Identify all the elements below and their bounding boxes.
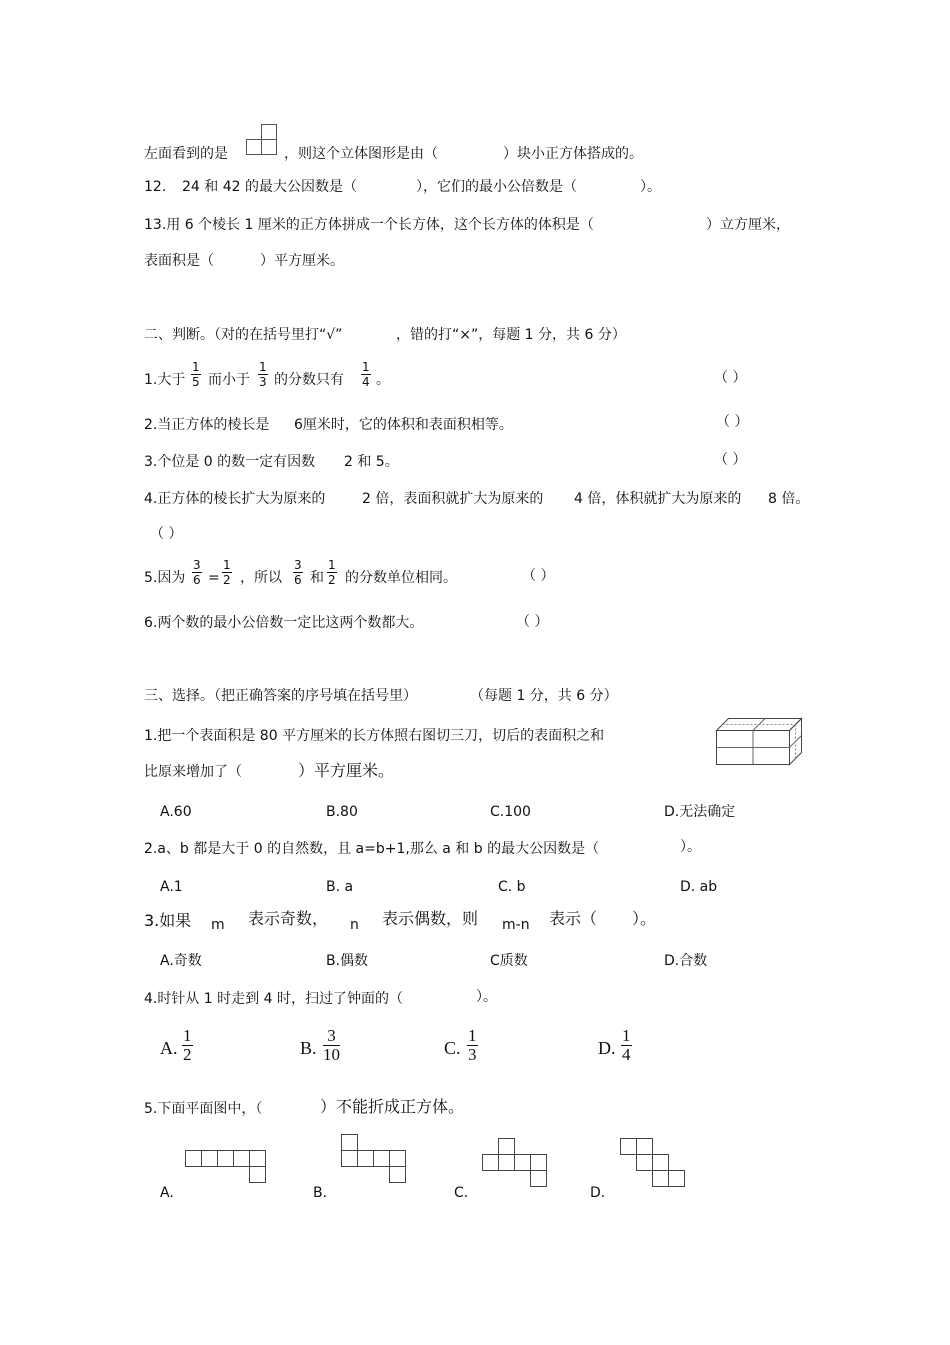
q12-text-3: ）。: [640, 179, 661, 195]
s2q3-answer-paren[interactable]: （ ）: [714, 452, 747, 468]
s3q3-var-mn: m-n: [502, 917, 530, 933]
section3-title-a: 三、选择。（把正确答案的序号填在括号里）: [144, 688, 417, 704]
s3q2-option-b[interactable]: B. a: [326, 879, 354, 895]
s2q1-answer-paren[interactable]: （ ）: [714, 370, 747, 386]
q12-text-2: ），它们的最小公倍数是（: [416, 179, 577, 195]
s3q5-option-c[interactable]: C.: [454, 1185, 469, 1201]
section2-title-a: 二、判断。（对的在括号里打“√”: [144, 327, 343, 343]
s3q5-option-d[interactable]: D.: [590, 1185, 606, 1201]
s2q5-text-c: 和: [310, 570, 324, 586]
s3q3-text-a: 3.如果: [144, 911, 192, 930]
s3q4-text-end: ）。: [476, 989, 497, 1005]
s3q3-text-d: 表示（: [549, 909, 598, 928]
s2q1-fraction-1: $\frac{1}{5}$: [192, 360, 200, 389]
s2q4-text-d: 8 倍。: [768, 491, 810, 507]
s3q1-line1: 1.把一个表面积是 80 平方厘米的长方体照右图切三刀，切后的表面积之和: [144, 728, 605, 744]
s2q5-fraction-2: $\frac{1}{2}$: [223, 558, 231, 587]
s2q5-fraction-4: $\frac{1}{2}$: [328, 558, 336, 587]
s3q1-option-d[interactable]: D.无法确定: [664, 804, 736, 820]
cube-net-a[interactable]: [185, 1150, 270, 1184]
s3q5-text-b: ）不能折成正方体。: [320, 1097, 465, 1116]
s3q4-option-c-letter[interactable]: C.: [444, 1038, 461, 1058]
s3q3-option-d[interactable]: D.合数: [664, 953, 708, 969]
s2q4-text-a: 4.正方体的棱长扩大为原来的: [144, 491, 326, 507]
s3q5-option-a[interactable]: A.: [160, 1185, 174, 1201]
s2q2-answer-paren[interactable]: （ ）: [716, 414, 749, 430]
q12-text-1: 24 和 42 的最大公因数是（: [182, 179, 357, 195]
q13-line1-a: 13.用 6 个棱长 1 厘米的正方体拼成一个长方体，这个长方体的体积是（: [144, 217, 594, 233]
s3q3-text-c: 表示偶数，则: [382, 909, 479, 928]
s3q2-option-c[interactable]: C. b: [498, 879, 526, 895]
q13-line1-b: ）立方厘米，: [706, 217, 790, 233]
s3q4-option-d-fraction[interactable]: 1 4: [622, 1026, 631, 1064]
s2q6-text: 6.两个数的最小公倍数一定比这两个数都大。: [144, 615, 424, 631]
s3q3-option-c[interactable]: C质数: [490, 953, 528, 969]
s3q4-option-b-fraction[interactable]: 3 10: [323, 1026, 340, 1064]
s2q1-text-b: 而小于: [208, 372, 250, 388]
cube-net-c[interactable]: [482, 1138, 552, 1190]
s2q2-text-b: 6厘米时，它的体积和表面积相等。: [294, 417, 513, 433]
s3q5-text-a: 5.下面平面图中，（: [144, 1101, 263, 1117]
s3q4-option-b-letter[interactable]: B.: [300, 1038, 317, 1058]
s3q1-option-a[interactable]: A.60: [160, 804, 192, 820]
s3q1-line2-b: ）平方厘米。: [298, 761, 395, 780]
s3q3-option-b[interactable]: B.偶数: [326, 953, 369, 969]
s2q3-text-b: 2 和 5。: [344, 454, 399, 470]
s2q1-text-c: 的分数只有: [274, 372, 344, 388]
s2q5-text-d: 的分数单位相同。: [345, 570, 457, 586]
s2q4-answer-paren[interactable]: （ ）: [150, 526, 183, 542]
s2q2-text-a: 2.当正方体的棱长是: [144, 417, 270, 433]
s2q1-text-a: 1.大于: [144, 372, 186, 388]
left-view-figure: [246, 124, 278, 156]
q12-number: 12.: [144, 179, 167, 195]
cube-net-d[interactable]: [620, 1138, 690, 1192]
s3q4-option-a-fraction[interactable]: 1 2: [183, 1026, 192, 1064]
s2q1-text-d: 。: [376, 372, 390, 388]
q11-text-end: ）块小正方体搭成的。: [503, 146, 643, 162]
s3q2-option-a[interactable]: A.1: [160, 879, 183, 895]
s2q5-equals: =: [208, 570, 220, 586]
q13-line2-a: 表面积是（: [144, 253, 214, 269]
s2q5-text-a: 5.因为: [144, 570, 186, 586]
s2q5-fraction-1: $\frac{3}{6}$: [193, 558, 201, 587]
q11-text-after: ，则这个立体图形是由（: [284, 146, 438, 162]
cube-net-b[interactable]: [341, 1134, 411, 1186]
s3q1-option-c[interactable]: C.100: [490, 804, 531, 820]
s2q4-text-b: 2 倍，表面积就扩大为原来的: [362, 491, 544, 507]
s3q3-text-end: ）。: [632, 909, 657, 928]
q13-line2-b: ）平方厘米。: [260, 253, 344, 269]
s3q3-text-b: 表示奇数，: [248, 909, 329, 928]
s3q3-var-m: m: [211, 917, 225, 933]
s2q1-fraction-3: $\frac{1}{4}$: [362, 360, 370, 389]
s3q5-option-b[interactable]: B.: [313, 1185, 328, 1201]
s3q3-var-n: n: [350, 917, 359, 933]
s3q4-text: 4.时针从 1 时走到 4 时，扫过了钟面的（: [144, 991, 403, 1007]
s3q1-line2-a: 比原来增加了（: [144, 764, 242, 780]
s3q2-text: 2.a、b 都是大于 0 的自然数，且 a=b+1,那么 a 和 b 的最大公因数是（: [144, 841, 600, 857]
s2q5-text-b: ，所以: [240, 570, 282, 586]
section2-title-b: ，错的打“×”，每题 1 分，共 6 分）: [396, 327, 626, 343]
s3q3-option-a[interactable]: A.奇数: [160, 953, 202, 969]
section3-title-b: （每题 1 分，共 6 分）: [470, 688, 618, 704]
s3q4-option-a-letter[interactable]: A.: [160, 1038, 178, 1058]
q11-text-before: 左面看到的是: [144, 146, 228, 162]
s3q1-option-b[interactable]: B.80: [326, 804, 358, 820]
s2q1-fraction-2: $\frac{1}{3}$: [259, 360, 267, 389]
s3q4-option-c-fraction[interactable]: 1 3: [468, 1026, 477, 1064]
s2q6-answer-paren[interactable]: （ ）: [516, 614, 549, 630]
s3q4-option-d-letter[interactable]: D.: [598, 1038, 616, 1058]
s2q5-fraction-3: $\frac{3}{6}$: [294, 558, 302, 587]
cuboid-cut-figure: [716, 718, 802, 766]
s3q2-text-end: ）。: [680, 839, 701, 855]
s2q4-text-c: 4 倍，体积就扩大为原来的: [574, 491, 742, 507]
s2q3-text-a: 3.个位是 0 的数一定有因数: [144, 454, 316, 470]
s2q5-answer-paren[interactable]: （ ）: [522, 568, 555, 584]
s3q2-option-d[interactable]: D. ab: [680, 879, 718, 895]
